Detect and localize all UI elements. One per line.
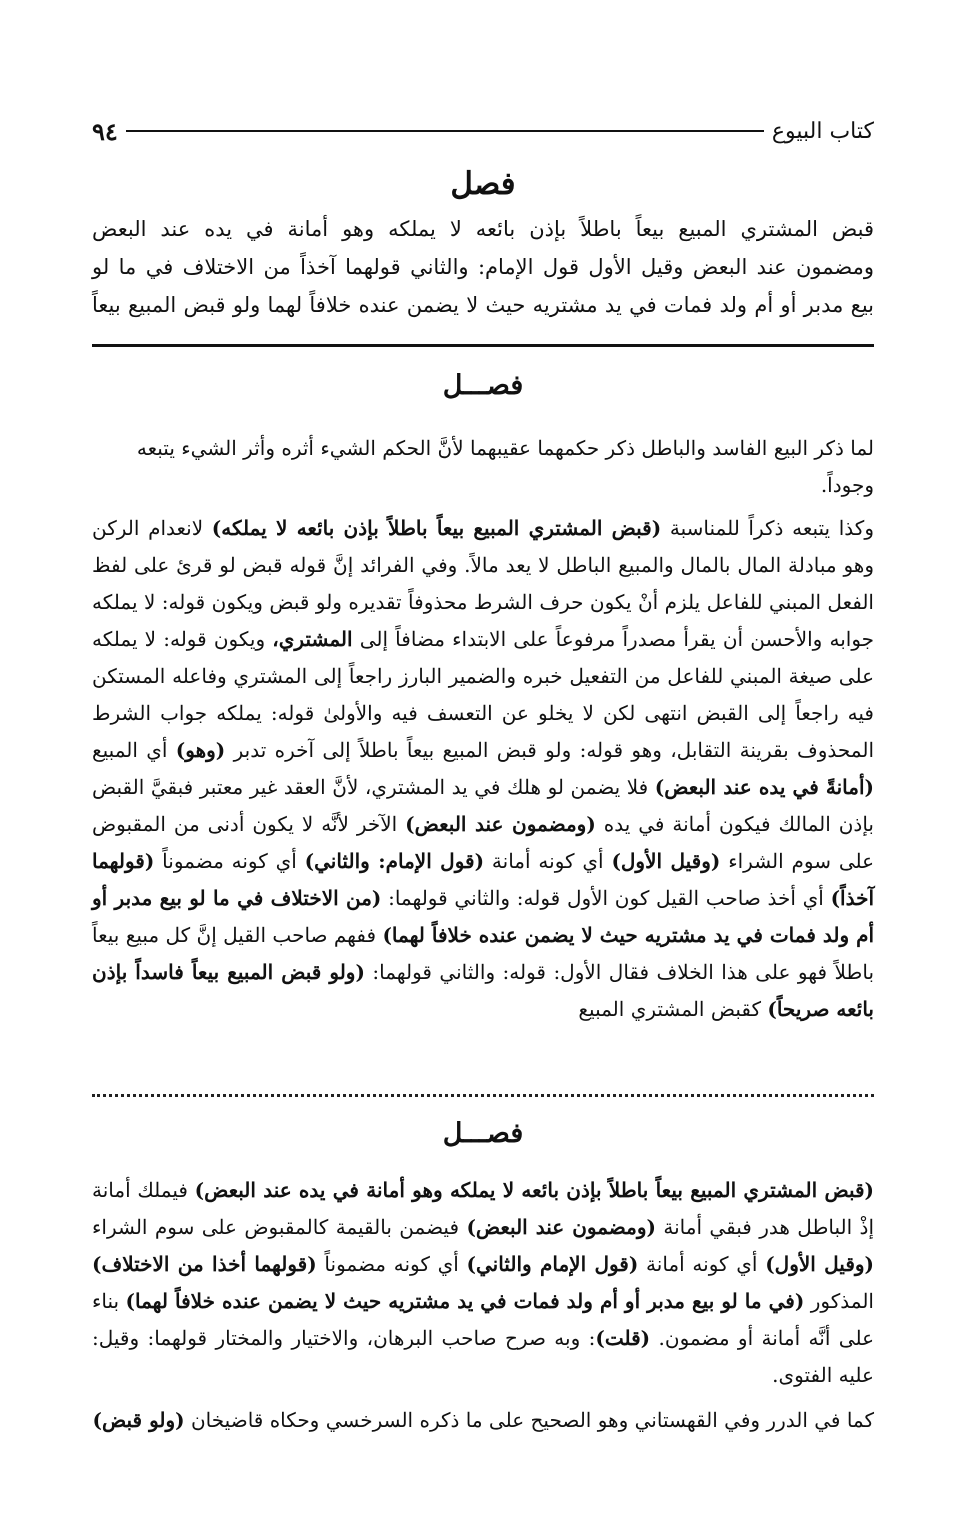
matn-line: بيع مدبر أو أم ولد فمات في يد مشتريه حيث لا يضمن عنده خلافاً لهما ولو قبض المبيع بيعاً xyxy=(92,293,874,317)
second-commentary-heading: فصـــل xyxy=(442,1118,524,1149)
commentary-paragraph: وكذا يتبعه ذكراً للمناسبة (قبض المشتري المبيع بيعاً باطلاً بإذن بائعه لا يملكه) لانعدام الركن وهو مبادلة المال بالمال والمبيع الباطل لا يعد مالاً. وفي الفرائد إنَّ قوله قبض لو قرئ على لفظ الفعل المبني للفاعل يلزم أنْ يكون حرف الشرط محذوفاً تقديره ولو قبض ويكون قوله: لا يملكه جوابه والأحسن أن يقرأ مصدراً مرفوعاً على الابتداء مضافاً إلى المشتري، ويكون قوله: لا يملكه على صيغة المبني للفاعل من التفعيل خبره والضمير البارز راجعاً إلى المشتري وفاعله المستكن فيه راجعاً إلى القبض انتهى لكن لا يخلو عن التعسف فيه والأولىٰ قوله: يملكه جواب الشرط المحذوف بقرينة التقابل، وهو قوله: ولو قبض المبيع بيعاً باطلاً إلى آخره تدبر (وهو) أي المبيع (أمانةً في يده عند البعض) فلا يضمن لو هلك في يد المشتري، لأنَّ العقد غير معتبر فبقيَّ القبض بإذن المالك فيكون أمانة في يده (ومضمون عند البعض) الآخر لأنَّه لا يكون أدنى من المقبوض على سوم الشراء (وقيل الأول) أي كونه أمانة (قول الإمام: والثاني) أي كونه مضموناً (قولهما آخذاً) أي أخذ صاحب القيل كون الأول قوله: والثاني قولهما: (من الاختلاف في ما لو بيع مدبر أو أم ولد فمات في يد مشتريه حيث لا يضمن عنده خلافاً لهما) ففهم صاحب القيل إنَّ كل مبيع بيعاً باطلاً فهو على هذا الخلاف فقال الأول: قوله: والثاني قولهما: (ولو قبض المبيع بيعاً فاسداً بإذن بائعه صريحاً) كقبض المشتري المبيع xyxy=(92,516,875,1021)
commentary-paragraph: لما ذكر البيع الفاسد والباطل ذكر حكمهما عقيبهما لأنَّ الحكم الشيء أثره وأثر الشيء يتبعه وجوداً. xyxy=(136,436,874,497)
matn-line: قبض المشتري المبيع بيعاً باطلاً بإذن بائعه لا يملكه وهو أمانة في يده عند البعض xyxy=(92,217,874,241)
header-rule xyxy=(126,130,764,132)
dotted-divider xyxy=(92,1094,874,1097)
page-header xyxy=(92,116,874,146)
page-number: ٩٤ xyxy=(92,116,118,146)
matn-heading: فصل xyxy=(450,166,516,202)
book-title: كتاب البيوع xyxy=(771,118,874,144)
book-page xyxy=(92,0,874,1517)
second-commentary-text xyxy=(92,1172,874,1447)
commentary-heading: فصـــل xyxy=(442,370,524,401)
commentary-text xyxy=(92,430,874,1034)
matn-text xyxy=(92,210,874,324)
commentary-paragraph: (قبض المشتري المبيع بيعاً باطلاً بإذن بائعه لا يملكه وهو أمانة في يده عند البعض) فيملك أمانة إذْ الباطل هدر فبقي أمانة (ومضمون عند البعض) فيضمن بالقيمة كالمقبوض على سوم الشراء (وقيل الأول) أي كونه أمانة (قول الإمام والثاني) أي كونه مضموناً (قولهما أخذا من الاختلاف) المذكور (في ما لو بيع مدبر أو أم ولد فمات في يد مشتريه حيث لا يضمن عنده خلافاً لهما) بناء على أنَّه أمانة أو مضمون. (قلت): وبه صرح صاحب البرهان، والاختيار والمختار قولهما: وقيل: عليه الفتوى. xyxy=(92,1178,875,1387)
matn-line: ومضمون عند البعض وقيل الأول قول الإمام: والثاني قولهما آخذاً من الاختلاف في ما لو xyxy=(92,255,874,279)
section-divider xyxy=(92,344,874,347)
commentary-paragraph: كما في الدرر وفي القهستاني وهو الصحيح على ما ذكره السرخسي وحكاه قاضيخان (ولو قبض) xyxy=(92,1408,874,1432)
